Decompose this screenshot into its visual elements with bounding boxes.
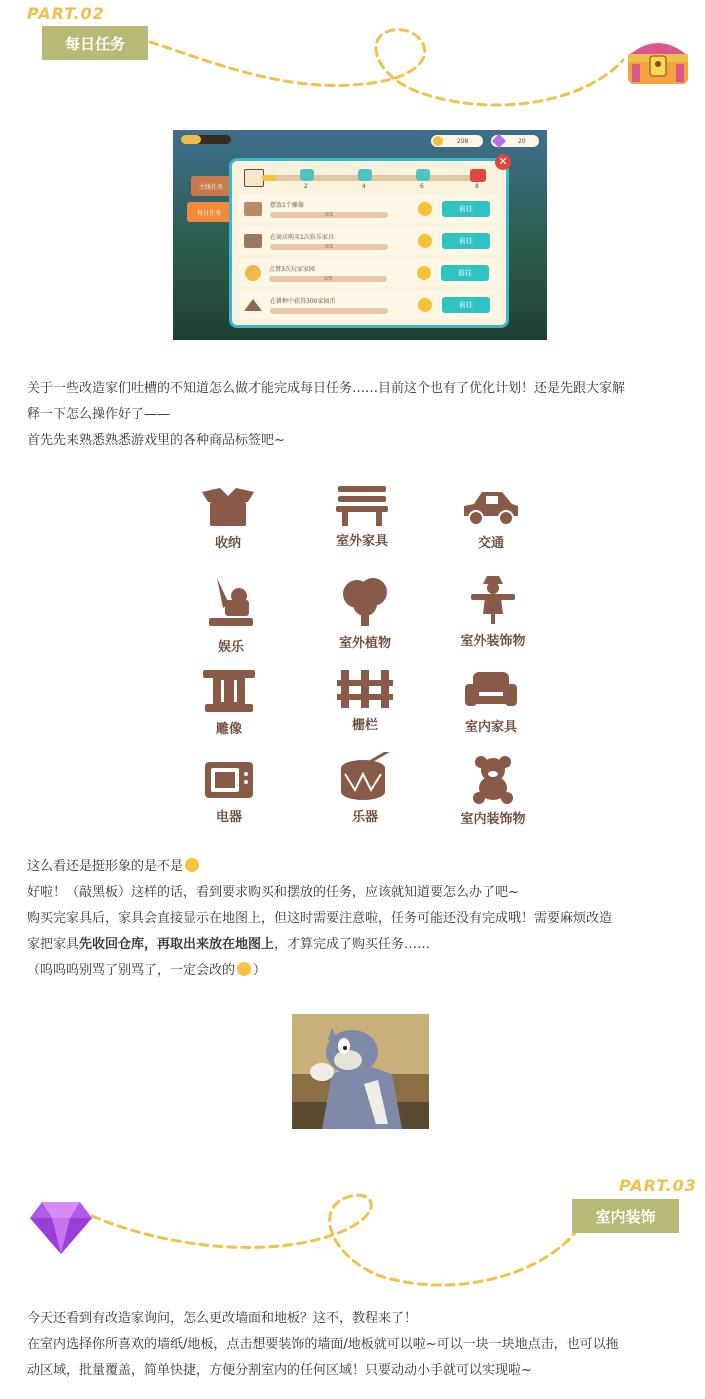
indoor-decor-badge: 室内装饰 (572, 1199, 679, 1233)
tag-label: 室外植物 (338, 636, 391, 651)
part3-label: PART.03 (619, 1176, 697, 1195)
teddy-bear-icon (465, 754, 521, 804)
coin-icon (433, 136, 443, 146)
task-row (238, 195, 500, 223)
task-title: 摆放1个雕像 (270, 202, 304, 209)
tag-appliance (174, 758, 284, 825)
progress-mark-6: 6 (420, 183, 424, 190)
tag-label: 室外装饰物 (460, 634, 526, 649)
sofa-icon (463, 668, 519, 712)
coin-reward-icon (417, 266, 431, 280)
task-row (238, 291, 500, 319)
scarecrow-icon (465, 574, 521, 626)
treasure-chest-icon (624, 30, 692, 88)
tag-label: 收纳 (214, 536, 241, 551)
outro-line-3: 动区域，批量覆盖，简单快捷，方便分割室内的任何区域！只要动动小手就可以实现啦~ (27, 1363, 532, 1378)
coin-counter (431, 135, 483, 147)
column-icon (201, 668, 257, 714)
main-task-tab-label: 主线任务 (198, 183, 223, 191)
tag-instrument (310, 752, 420, 825)
body-line-5: （呜呜呜别骂了别骂了，一定会改的 ） (27, 963, 267, 978)
go-button[interactable]: 前往 (442, 233, 490, 249)
coin-value: 298 (457, 137, 469, 145)
intro-paragraph (27, 376, 697, 454)
cart-icon (244, 234, 262, 248)
tag-outdoor-plants (310, 576, 420, 651)
task-title: 点赞3次玩家家园 (269, 266, 315, 273)
part2-label: PART.02 (27, 4, 105, 23)
tag-label: 娱乐 (217, 640, 244, 655)
reward-chest-icon[interactable] (470, 169, 486, 182)
main-task-tab[interactable] (191, 176, 231, 196)
outro-line-2: 在室内选择你所喜欢的墙纸/地板，点击想要装饰的墙面/地板就可以啦~可以一块一块地点击，也可以拖 (27, 1337, 619, 1352)
emoji-icon (185, 858, 199, 872)
gem-counter (491, 135, 539, 147)
task-row (238, 227, 500, 255)
body-text-5: （呜呜呜别骂了别骂了，一定会改的 (27, 963, 236, 978)
reward-chest-icon[interactable] (358, 169, 372, 181)
tag-label: 雕像 (215, 722, 242, 737)
calendar-icon (244, 169, 264, 187)
tv-icon (201, 758, 257, 802)
tag-entertainment (176, 574, 286, 655)
daily-task-badge: 每日任务 (42, 26, 148, 60)
progress-track (262, 175, 482, 181)
body-text-4c: ，才算完成了购买任务…… (274, 937, 431, 952)
body-text-4b-bold: 先收回仓库，再取出来放在地图上 (79, 937, 275, 952)
close-icon[interactable]: ✕ (495, 154, 511, 170)
tag-indoor-furniture (436, 668, 546, 735)
intro-line-3: 首先先来熟悉熟悉游戏里的各种商品标签吧~ (27, 433, 285, 448)
coin-reward-icon (418, 234, 432, 248)
task-progress: 0/3 (269, 276, 387, 282)
progress-mark-2: 2 (304, 183, 308, 190)
drum-icon (335, 752, 395, 802)
dashed-curve-top (148, 20, 628, 120)
tag-storage (173, 484, 283, 551)
go-button[interactable]: 前往 (441, 265, 489, 281)
farm-icon (244, 299, 262, 311)
body-text-1: 这么看还是挺形象的是不是 (27, 859, 184, 874)
task-panel (229, 158, 509, 328)
tag-label: 交通 (477, 536, 504, 551)
coin-reward-icon (418, 298, 432, 312)
intro-line-1: 关于一些改造家们吐槽的不知道怎么做才能完成每日任务……目前这个也有了优化计划！还是先跟大家解 (27, 381, 626, 396)
box-icon (200, 484, 256, 528)
go-button[interactable]: 前往 (442, 297, 490, 313)
task-progress: 0/1 (270, 212, 388, 218)
purple-gem-icon (28, 1198, 94, 1256)
progress-mark-8: 8 (475, 183, 479, 190)
car-icon (460, 484, 522, 528)
task-title: 在耕种中获得300家园币 (270, 298, 336, 305)
tag-label: 室外家具 (335, 534, 388, 549)
task-title: 在商店购买1次娱乐家具 (270, 234, 334, 241)
tag-indoor-decor (438, 754, 548, 827)
go-button[interactable]: 前往 (442, 201, 490, 217)
outro-paragraph (27, 1306, 697, 1384)
tag-label: 室内装饰物 (460, 812, 526, 827)
tag-statue (174, 668, 284, 737)
tag-outdoor-furniture (307, 482, 417, 549)
daily-task-tab[interactable] (187, 202, 231, 222)
game-screenshot (173, 130, 547, 340)
progress-mark-4: 4 (362, 183, 366, 190)
body-paragraph (27, 854, 697, 984)
outro-line-1: 今天还看到有改造家询问，怎么更改墙面和地板？这不，教程来了！ (27, 1311, 418, 1326)
body-line-1 (27, 854, 697, 880)
task-progress (270, 308, 388, 314)
tag-label: 电器 (215, 810, 242, 825)
tag-label: 栅栏 (351, 718, 378, 733)
body-line-2: 好啦！（敲黑板）这样的话，看到要求购买和摆放的任务，应该就知道要怎么办了吧~ (27, 885, 519, 900)
dashed-curve-bottom (90, 1186, 590, 1296)
tag-transport (436, 484, 546, 551)
fence-icon (337, 668, 393, 710)
daily-task-tab-label: 每日任务 (196, 209, 221, 217)
body-line-4 (27, 932, 697, 958)
body-text-4a: 家把家具 (27, 937, 80, 952)
intro-line-2: 释一下怎么操作好了—— (27, 407, 171, 422)
tag-outdoor-decor (438, 574, 548, 649)
thumbs-up-icon (245, 265, 261, 281)
gem-value: 20 (518, 137, 526, 145)
task-row (238, 259, 500, 287)
body-line-3: 购买完家具后，家具会直接显示在地图上，但这时需要注意啦，任务可能还没有完成哦！需要麻烦改造 (27, 911, 613, 926)
gem-icon (492, 134, 506, 148)
tree-icon (337, 576, 393, 628)
crying-emoji-icon (237, 962, 251, 976)
tom-cat-image (292, 1014, 429, 1129)
gramophone-icon (203, 574, 259, 632)
tag-label: 室内家具 (464, 720, 517, 735)
level-bar (181, 135, 231, 144)
bench-icon (334, 482, 390, 526)
tag-label: 乐器 (351, 810, 378, 825)
tag-fence (310, 668, 420, 733)
task-progress: 0/1 (270, 244, 388, 250)
reward-chest-icon[interactable] (416, 169, 430, 181)
reward-chest-icon[interactable] (300, 169, 314, 181)
sofa-icon (244, 202, 262, 216)
coin-reward-icon (418, 202, 432, 216)
